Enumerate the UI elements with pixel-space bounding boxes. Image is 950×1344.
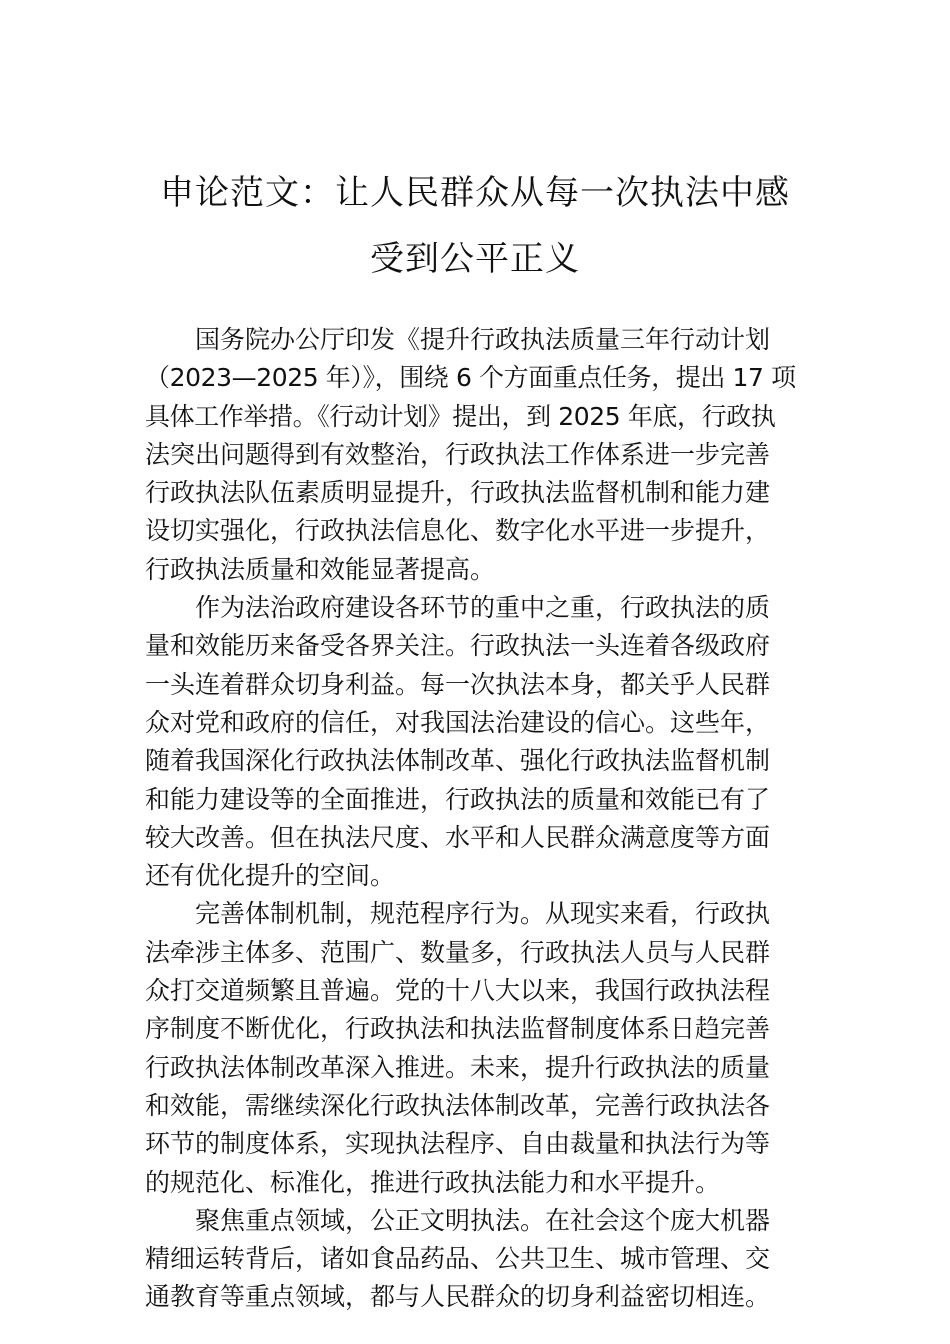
- text-line: 随着我国深化行政执法体制改革、强化行政执法监督机制: [145, 746, 771, 776]
- text-line: 完善体制机制，规范程序行为。从现实来看，行政执: [195, 899, 771, 929]
- document-body: [145, 321, 810, 1317]
- text-line: （2023—2025 年）》，围绕 6 个方面重点任务，提出 17 项: [145, 363, 796, 393]
- text-line: 作为法治政府建设各环节的重中之重，行政执法的质: [195, 593, 771, 623]
- paragraph-4: [145, 1202, 810, 1317]
- paragraph-3: [145, 895, 810, 1201]
- paragraph-2: [145, 589, 810, 895]
- text-line: 具体工作举措。《行动计划》提出，到 2025 年底，行政执: [145, 401, 776, 431]
- text-line: 法突出问题得到有效整治，行政执法工作体系进一步完善: [145, 439, 771, 469]
- title-line-1: 申论范文：让人民群众从每一次执法中感: [160, 173, 790, 213]
- text-line: 的规范化、标准化，推进行政执法能力和水平提升。: [145, 1167, 721, 1197]
- text-line: 设切实强化，行政执法信息化、数字化水平进一步提升，: [145, 516, 771, 546]
- text-line: 众对党和政府的信任，对我国法治建设的信心。这些年，: [145, 707, 771, 737]
- text-line: 一头连着群众切身利益。每一次执法本身，都关乎人民群: [145, 669, 771, 699]
- text-line: 通教育等重点领域，都与人民群众的切身利益密切相连。: [145, 1282, 771, 1312]
- text-line: 序制度不断优化，行政执法和执法监督制度体系日趋完善: [145, 1014, 771, 1044]
- title-line-2: 受到公平正义: [370, 239, 580, 279]
- document-title: [120, 160, 830, 292]
- text-line: 行政执法队伍素质明显提升，行政执法监督机制和能力建: [145, 478, 771, 508]
- text-line: 还有优化提升的空间。: [145, 861, 396, 891]
- text-line: 量和效能历来备受各界关注。行政执法一头连着各级政府: [145, 631, 771, 661]
- text-line: 和能力建设等的全面推进，行政执法的质量和效能已有了: [145, 784, 771, 814]
- paragraph-1: [145, 321, 810, 589]
- text-line: 行政执法质量和效能显著提高。: [145, 554, 496, 584]
- text-line: 行政执法体制改革深入推进。未来，提升行政执法的质量: [145, 1052, 771, 1082]
- text-line: 众打交道频繁且普遍。党的十八大以来，我国行政执法程: [145, 976, 771, 1006]
- text-line: 聚焦重点领域，公正文明执法。在社会这个庞大机器: [195, 1205, 771, 1235]
- text-line: 环节的制度体系，实现执法程序、自由裁量和执法行为等: [145, 1129, 771, 1159]
- text-line: 和效能，需继续深化行政执法体制改革，完善行政执法各: [145, 1090, 771, 1120]
- text-line: 精细运转背后，诸如食品药品、公共卫生、城市管理、交: [145, 1244, 771, 1274]
- text-line: 较大改善。但在执法尺度、水平和人民群众满意度等方面: [145, 822, 771, 852]
- text-line: 国务院办公厅印发《提升行政执法质量三年行动计划: [195, 325, 771, 354]
- text-line: 法牵涉主体多、范围广、数量多，行政执法人员与人民群: [145, 937, 771, 967]
